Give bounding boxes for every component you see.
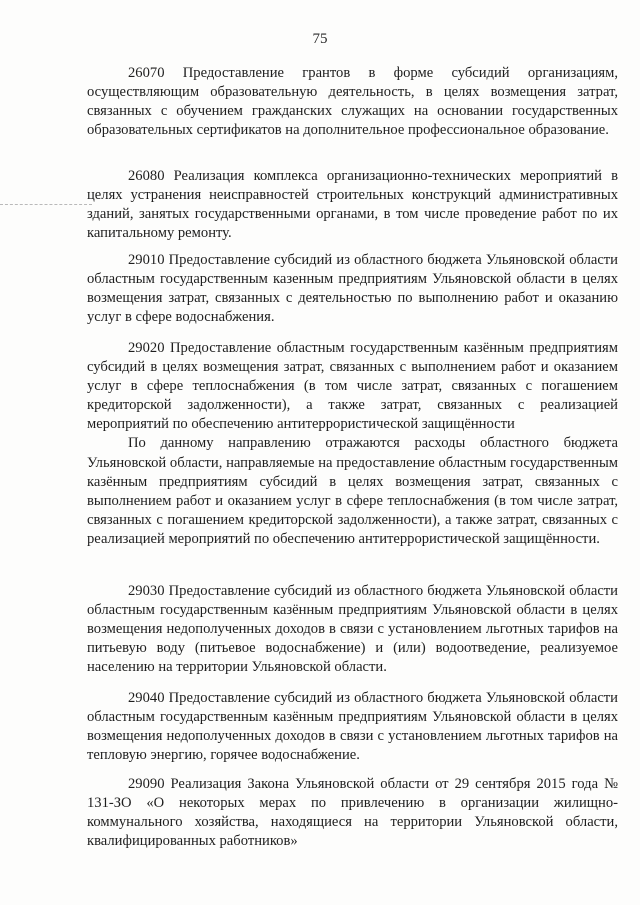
- paragraph: 29030 Предоставление субсидий из областного бюджета Ульяновской области областным государственным казённым предприятиям Ульяновской области в целях возмещения недополученных доходов в связи с установлением льготных тарифов на питьевую воду (питьевое водоснабжение) и (или) водоотведение, реализуемое населению на территории Ульяновской области.: [87, 583, 618, 676]
- section-26080: [87, 167, 618, 243]
- section-26070: [87, 64, 618, 140]
- paragraph: 26070 Предоставление грантов в форме субсидий организациям, осуществляющим образовательную деятельность, в целях возмещения затрат, связанных с обучением гражданских служащих на основании государственных образовательных сертификатов на дополнительное профессиональное образование.: [87, 65, 618, 139]
- page-number: 75: [312, 31, 328, 47]
- paragraph: По данному направлению отражаются расходы областного бюджета Ульяновской области, направляемые на предоставление областным государственным казённым предприятиям субсидий в целях возмещения затрат, связанных с выполнением работ и оказанием услуг в сфере теплоснабжения (в том числе затрат, связанных с погашением кредиторской задолженности), а также затрат, связанных с реализацией мероприятий по обеспечению антитеррористической защищённости.: [87, 435, 618, 547]
- paragraph: 29040 Предоставление субсидий из областного бюджета Ульяновской области областным государственным казённым предприятиям Ульяновской области в целях возмещения недополученных доходов в связи с установлением льготных тарифов на тепловую энергию, горячее водоснабжение.: [87, 690, 618, 764]
- section-29030: [87, 582, 618, 677]
- scan-artifact-line: [0, 204, 92, 205]
- section-29010: [87, 251, 618, 327]
- paragraph: 29090 Реализация Закона Ульяновской области от 29 сентября 2015 года № 131-ЗО «О некоторых мерах по привлечению в организации жилищно-коммунального хозяйства, находящиеся на территории Ульяновской области, квалифицированных работников»: [87, 776, 618, 850]
- paragraph: 26080 Реализация комплекса организационно-технических мероприятий в целях устранения неисправностей строительных конструкций административных зданий, занятых государственными органами, в том числе проведение работ по их капитальному ремонту.: [87, 168, 618, 242]
- paragraph: 29020 Предоставление областным государственным казённым предприятиям субсидий в целях возмещения затрат, связанных с выполнением работ и оказанием услуг в сфере теплоснабжения (в том числе затрат, связанных с погашением кредиторской задолженности), а также затрат, связанных с реализацией мероприятий по обеспечению антитеррористической защищённости: [87, 340, 618, 433]
- section-29090: [87, 775, 618, 851]
- paragraph: 29010 Предоставление субсидий из областного бюджета Ульяновской области областным государственным казенным предприятиям Ульяновской области в целях возмещения затрат, связанных с деятельностью по выполнению работ и оказанию услуг в сфере водоснабжения.: [87, 252, 618, 326]
- section-29040: [87, 689, 618, 765]
- section-29020: [87, 339, 618, 549]
